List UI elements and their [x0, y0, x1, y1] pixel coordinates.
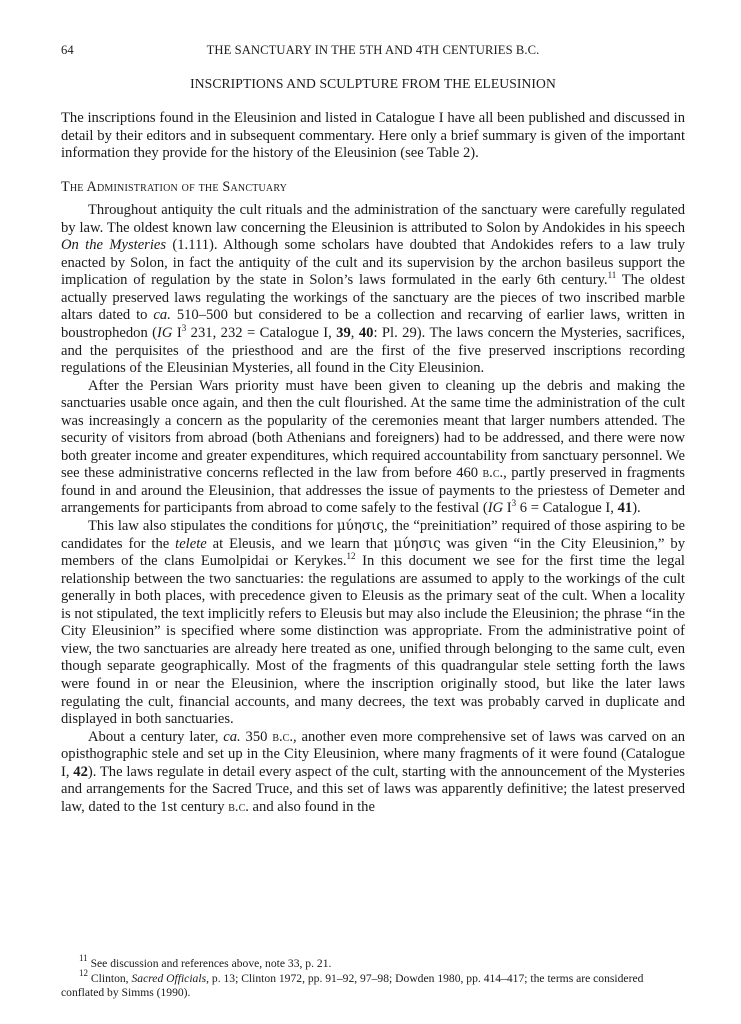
body-text: [61, 110, 685, 816]
era-abbrev: b.c.: [228, 798, 249, 815]
text: , the “preinitiation” required of those aspiring to be candidates for the: [61, 518, 685, 552]
text: In this document we see for the first time the legal relationship between the two sanctuaries: the regulations are assumed to apply to the workings of the cult generally in both places, with precedence given to Eleusis as the primary seat of the cult. When a locality is not stipulated, the text implicitly refers to Eleusis but may also include the Eleusinion; the phrase “in the City Eleusinion” is specified where some distinction was appropriate. From the administrative point of view, the two sanctuaries are already here treated as one, unified through belonging to the same cult, even though separate geographically. Most of the fragments of this quadrangular stele setting forth the laws were found in or near the Eleusinion, where the inscription originally stood, but like the later laws regulating the cult, financial accounts, and many decrees, the text was probably carved in duplicate and displayed in both sanctuaries.: [61, 553, 685, 728]
abbrev: IG: [157, 325, 173, 342]
footnote-12: [61, 967, 685, 1001]
text: and also found in the: [248, 798, 375, 815]
abbrev: ca.: [153, 307, 171, 324]
footnote-ref-11[interactable]: 11: [607, 270, 617, 281]
text: The oldest actually preserved laws regulating the workings of the sanctuary are the pieces of two inscribed marble altars dated to: [61, 272, 685, 324]
text: , another even more comprehensive set of laws was carved on an opisthographic stele and set up in the City Eleusinion, where many fragments of it were found (Catalogue I,: [61, 728, 685, 780]
text: , p. 13; Clinton 1972, pp. 91–92, 97–98; Dowden 1980, pp. 414–417; the terms are considered conflated by Simms (1990).: [61, 971, 644, 999]
subheading: The Administration of the Sanctuary: [61, 178, 288, 195]
text: 510–500 but considered to be a collection and recarving of earlier laws, written in boustrophedon (: [61, 307, 685, 342]
text: About a century later,: [88, 728, 224, 745]
running-title: THE SANCTUARY IN THE 5TH AND 4TH CENTURIES B.C.: [206, 43, 540, 57]
catalogue-number: 40: [358, 325, 374, 342]
text: ,: [350, 325, 359, 342]
text: : Pl. 29). The laws concern the Mysteries, sacrifices, and the perquisites of the priesthood and are the first of the five preserved inscriptions recording regulations of the Eleusinian Mysteries, all found in the City Eleusinion.: [61, 325, 685, 377]
footnote-11: [61, 953, 685, 972]
catalogue-number: 39: [336, 325, 351, 342]
text: Clinton,: [88, 971, 132, 985]
superscript: 3: [181, 323, 187, 334]
text: Throughout antiquity the cult rituals and the administration of the sanctuary were carefully regulated by law. The oldest known law concerning the Eleusinion is attributed to Solon by Andokides in his speech: [61, 202, 685, 236]
section-title: INSCRIPTIONS AND SCULPTURE FROM THE ELEUSINION: [190, 76, 556, 91]
text: I: [503, 500, 512, 517]
page-number: 64: [61, 43, 74, 57]
greek-term: μύησις: [336, 518, 384, 535]
text: See discussion and references above, note 33, p. 21.: [87, 957, 332, 970]
work-title: On the Mysteries: [61, 237, 167, 254]
footnotes: [61, 953, 685, 1001]
paragraph-2: [61, 378, 685, 518]
text: After the Persian Wars priority must have been given to cleaning up the debris and making the sanctuaries usable once again, and then the cult flourished. At the same time the administration of the cult was increasingly a concern as the popularity of the ceremonies meant that larger numbers attended. The security of visitors from abroad (both Athenians and foreigners) had to be addressed, and there were now both greater income and greater expenditures, which required accountability from sanctuary personnel. We see these administrative concerns reflected in the law from before 460: [61, 377, 685, 482]
text: 350: [240, 728, 273, 745]
catalogue-number: 42: [73, 763, 88, 780]
abbrev: ca.: [223, 728, 241, 745]
paragraph-4: [61, 729, 685, 817]
term: telete: [175, 535, 207, 552]
superscript: 3: [511, 498, 517, 509]
era-abbrev: b.c.: [482, 465, 504, 482]
footnote-number: 11: [79, 953, 88, 963]
running-head: [61, 43, 685, 61]
text: ). The laws regulate in detail every aspect of the cult, starting with the announcement of the Mysteries and arrangements for the Sacred Truce, and this set of laws was apparently definitive; the latest preserved law, dated to the 1st century: [61, 763, 685, 815]
text: This law also stipulates the conditions for: [88, 518, 337, 535]
catalogue-number: 41: [617, 500, 633, 517]
era-abbrev: b.c.: [272, 728, 293, 745]
footnote-number: 12: [79, 967, 88, 978]
paragraph-3: [61, 518, 685, 729]
text: (1.111). Although some scholars have doubted that Andokides refers to a law truly enacted by Solon, in fact the antiquity of the cult and its supervision by the archon basileus support the implication of regulation by the state in Solon’s laws formulated in the early 6th century.: [61, 237, 685, 289]
text: 231, 232 = Catalogue I,: [186, 325, 337, 342]
text: I: [172, 325, 182, 342]
text: ).: [632, 500, 641, 517]
text: was given “in the City Eleusinion,” by members of the clans Eumolpidai or Kerykes.: [61, 535, 685, 570]
work-title: Sacred Officials: [131, 971, 207, 985]
greek-term: μύησις: [393, 535, 441, 552]
footnote-ref-12[interactable]: 12: [346, 551, 356, 562]
intro-paragraph: The inscriptions found in the Eleusinion and listed in Catalogue I have all been published and discussed in detail by their editors and in subsequent commentary. Here only a brief summary is given of the important information they provide for the history of the Eleusinion (see Table 2).: [61, 110, 685, 162]
text: 6 = Catalogue I,: [516, 500, 618, 517]
paragraph-1: [61, 202, 685, 377]
abbrev: IG: [487, 500, 504, 517]
text: at Eleusis, and we learn that: [206, 535, 394, 552]
text: , partly preserved in fragments found in and around the Eleusinion, that addresses the issue of payments to the priestess of Demeter and arrangements for participants from abroad to come safely to the festival (: [61, 465, 685, 517]
